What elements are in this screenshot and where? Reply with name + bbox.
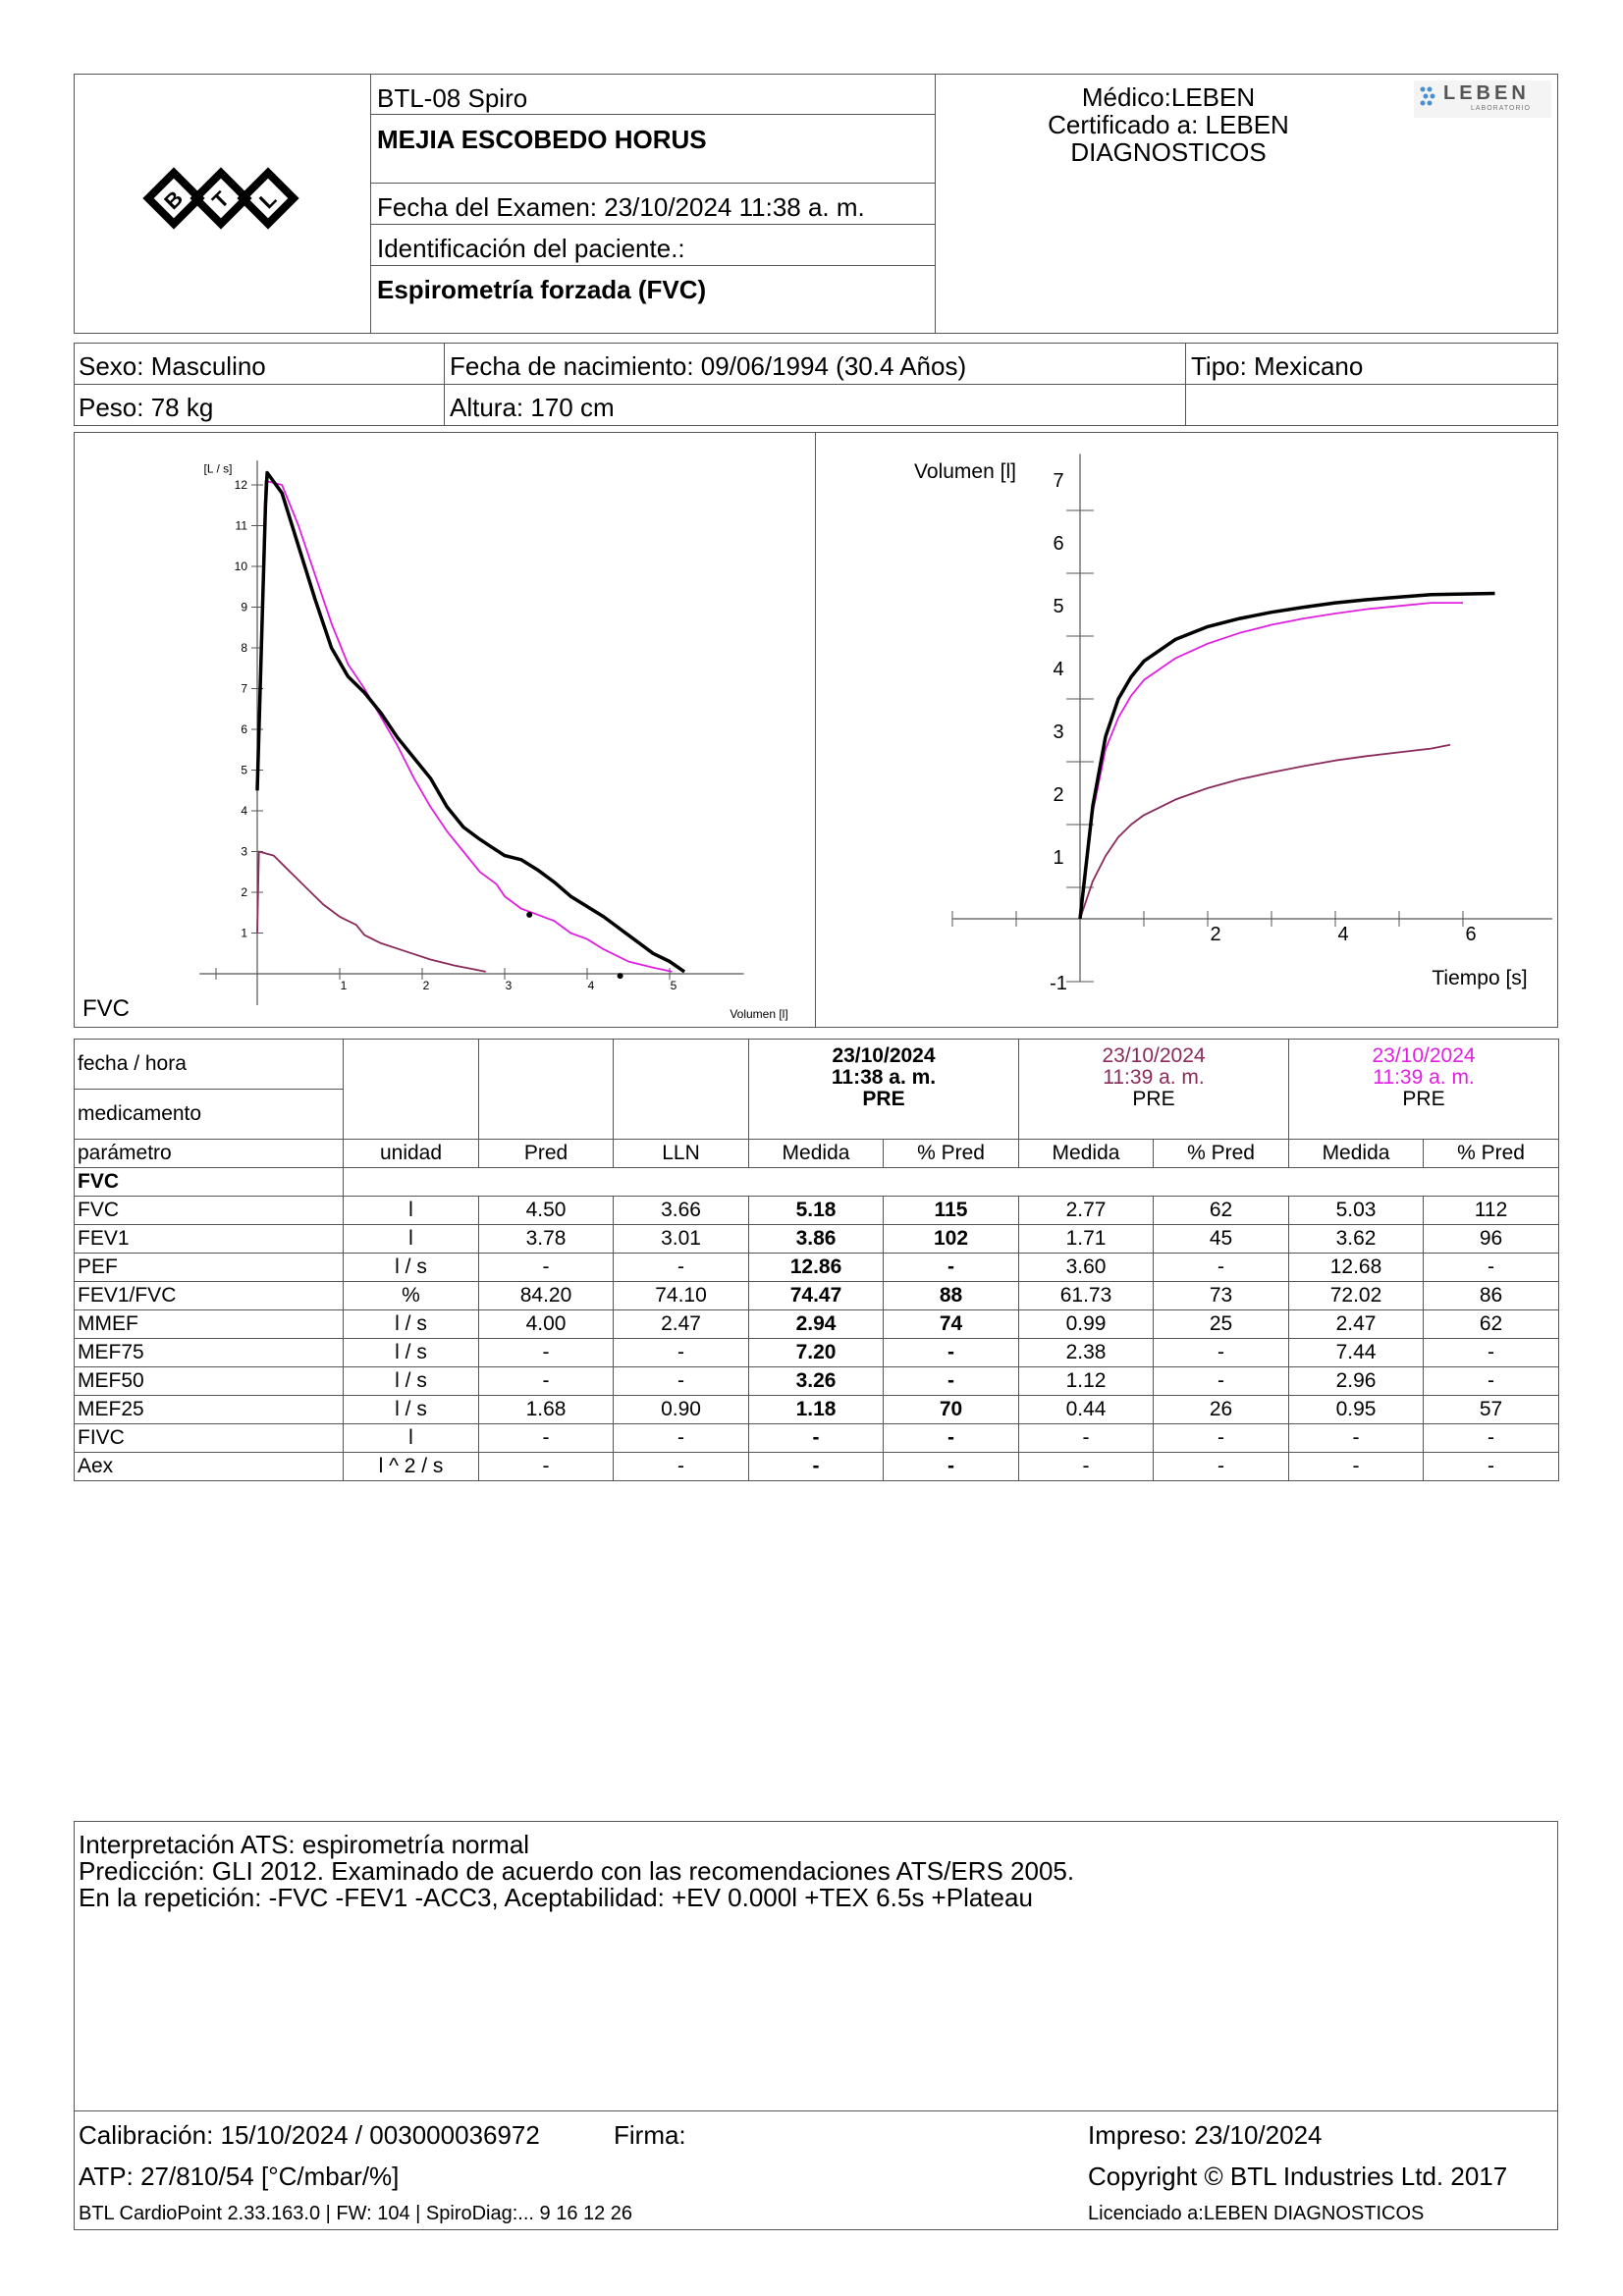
table-cell: - bbox=[1424, 1453, 1559, 1481]
column-header: LLN bbox=[614, 1140, 749, 1168]
label-datetime: fecha / hora bbox=[75, 1040, 344, 1090]
section-label: FVC bbox=[75, 1168, 344, 1197]
trial-3-date: 23/10/2024 bbox=[1372, 1044, 1476, 1067]
table-cell: 70 bbox=[884, 1396, 1019, 1424]
table-cell: 7.20 bbox=[749, 1339, 884, 1367]
table-cell: 74.10 bbox=[614, 1282, 749, 1310]
printed-date: Impreso: 23/10/2024 bbox=[1088, 2120, 1323, 2150]
doctor: Médico:LEBEN bbox=[1081, 82, 1256, 112]
x-axis-label: Volumen [l] bbox=[730, 1007, 788, 1021]
exam-date-label: Fecha del Examen: bbox=[377, 192, 598, 222]
device-name: BTL-08 Spiro bbox=[377, 83, 528, 113]
table-cell: - bbox=[884, 1254, 1019, 1282]
label-med: medicamento bbox=[75, 1090, 344, 1140]
table-cell: - bbox=[884, 1424, 1019, 1453]
table-cell: FVC bbox=[75, 1197, 344, 1225]
table-cell: - bbox=[614, 1339, 749, 1367]
table-cell: 26 bbox=[1154, 1396, 1289, 1424]
table-cell: - bbox=[884, 1453, 1019, 1481]
trial-3-header bbox=[1289, 1040, 1559, 1140]
table-cell: 2.38 bbox=[1019, 1339, 1154, 1367]
chart-title: FVC bbox=[82, 995, 130, 1022]
table-cell: 3.60 bbox=[1019, 1254, 1154, 1282]
doctor-block bbox=[982, 83, 1355, 166]
table-header-row-1 bbox=[75, 1040, 1559, 1090]
y-tick-label: 2 bbox=[1053, 784, 1064, 806]
table-cell: 2.94 bbox=[749, 1310, 884, 1339]
table-cell: - bbox=[614, 1367, 749, 1396]
svg-text:T: T bbox=[207, 187, 235, 214]
y-tick-label: 6 bbox=[241, 722, 247, 736]
trial-1-header bbox=[749, 1040, 1019, 1140]
y-tick-label: 7 bbox=[1053, 470, 1064, 492]
trial-2-header bbox=[1019, 1040, 1289, 1140]
y-tick-label: 5 bbox=[241, 763, 247, 777]
table-cell: 3.62 bbox=[1289, 1225, 1424, 1254]
patient-weight: Peso: 78 kg bbox=[79, 393, 214, 422]
table-cell: 2.47 bbox=[614, 1310, 749, 1339]
table-cell: 74.47 bbox=[749, 1282, 884, 1310]
table-cell: 5.03 bbox=[1289, 1197, 1424, 1225]
y-tick-label: -1 bbox=[1050, 973, 1067, 994]
table-cell: FIVC bbox=[75, 1424, 344, 1453]
table-cell: 1.68 bbox=[479, 1396, 614, 1424]
table-cell: - bbox=[1154, 1453, 1289, 1481]
interpretation-line2: Predicción: GLI 2012. Examinado de acuerdo con las recomendaciones ATS/ERS 2005. bbox=[79, 1856, 1075, 1886]
flow-volume-chart bbox=[75, 433, 814, 1027]
table-cell: 61.73 bbox=[1019, 1282, 1154, 1310]
table-cell: 4.50 bbox=[479, 1197, 614, 1225]
table-cell: MMEF bbox=[75, 1310, 344, 1339]
table-cell: - bbox=[1154, 1424, 1289, 1453]
table-cell: - bbox=[1154, 1339, 1289, 1367]
table-row bbox=[75, 1225, 1559, 1254]
table-cell: 2.96 bbox=[1289, 1367, 1424, 1396]
y-tick-label: 11 bbox=[235, 518, 247, 533]
table-cell: 1.12 bbox=[1019, 1367, 1154, 1396]
series-line bbox=[257, 481, 673, 972]
table-cell: 25 bbox=[1154, 1310, 1289, 1339]
table-cell: - bbox=[749, 1424, 884, 1453]
y-tick-label: 2 bbox=[241, 885, 247, 899]
table-cell: - bbox=[1424, 1339, 1559, 1367]
patient-birth: Fecha de nacimiento: 09/06/1994 (30.4 Años) bbox=[450, 351, 967, 381]
table-row bbox=[75, 1424, 1559, 1453]
table-cell: - bbox=[1424, 1254, 1559, 1282]
table-row bbox=[75, 1310, 1559, 1339]
table-cell: - bbox=[1019, 1424, 1154, 1453]
y-axis-label: Volumen [l] bbox=[914, 460, 1016, 483]
results-table bbox=[74, 1039, 1559, 1481]
table-cell: 3.66 bbox=[614, 1197, 749, 1225]
table-cell: MEF75 bbox=[75, 1339, 344, 1367]
table-cell: 73 bbox=[1154, 1282, 1289, 1310]
column-header: Medida bbox=[1019, 1140, 1154, 1168]
column-header: Medida bbox=[1289, 1140, 1424, 1168]
y-tick-label: 1 bbox=[1053, 847, 1064, 869]
trial-2-date: 23/10/2024 bbox=[1102, 1044, 1206, 1067]
table-cell: 0.99 bbox=[1019, 1310, 1154, 1339]
software-info: BTL CardioPoint 2.33.163.0 | FW: 104 | SpiroDiag:... 9 16 12 26 bbox=[79, 2203, 633, 2224]
y-tick-label: 9 bbox=[241, 600, 247, 614]
table-cell: 102 bbox=[884, 1225, 1019, 1254]
table-cell: l / s bbox=[344, 1367, 479, 1396]
trial-1-time: 11:38 a. m. bbox=[831, 1066, 937, 1089]
column-header: % Pred bbox=[1154, 1140, 1289, 1168]
copyright: Copyright © BTL Industries Ltd. 2017 bbox=[1088, 2162, 1508, 2191]
patient-type: Tipo: Mexicano bbox=[1191, 351, 1364, 381]
table-row bbox=[75, 1453, 1559, 1481]
column-header: % Pred bbox=[884, 1140, 1019, 1168]
svg-text:L: L bbox=[254, 187, 282, 214]
trial-2-med: PRE bbox=[1132, 1088, 1175, 1110]
x-tick-label: 2 bbox=[422, 979, 430, 992]
table-cell: MEF50 bbox=[75, 1367, 344, 1396]
y-tick-label: 6 bbox=[1053, 533, 1064, 555]
y-tick-label: 10 bbox=[234, 560, 247, 573]
trial-2-time: 11:39 a. m. bbox=[1103, 1066, 1205, 1089]
x-tick-label: 5 bbox=[670, 979, 677, 992]
table-row bbox=[75, 1339, 1559, 1367]
x-tick-label: 2 bbox=[1210, 924, 1221, 945]
table-cell: l / s bbox=[344, 1310, 479, 1339]
table-cell: - bbox=[614, 1453, 749, 1481]
table-cell: - bbox=[479, 1254, 614, 1282]
table-row bbox=[75, 1367, 1559, 1396]
patient-id-label: Identificación del paciente.: bbox=[377, 234, 685, 263]
y-tick-label: 7 bbox=[241, 681, 247, 696]
trial-3-time: 11:39 a. m. bbox=[1373, 1066, 1475, 1089]
svg-text:B: B bbox=[159, 186, 189, 215]
series-line bbox=[257, 852, 486, 972]
trial-1-date: 23/10/2024 bbox=[832, 1044, 936, 1067]
table-cell: 88 bbox=[884, 1282, 1019, 1310]
y-tick-label: 4 bbox=[241, 804, 247, 818]
table-cell: - bbox=[479, 1339, 614, 1367]
table-cell: l bbox=[344, 1197, 479, 1225]
series-line bbox=[1080, 603, 1463, 919]
trial-1-med: PRE bbox=[862, 1088, 905, 1110]
table-cell: 3.78 bbox=[479, 1225, 614, 1254]
btl-logo bbox=[142, 165, 299, 243]
table-cell: 7.44 bbox=[1289, 1339, 1424, 1367]
table-cell: 5.18 bbox=[749, 1197, 884, 1225]
table-cell: MEF25 bbox=[75, 1396, 344, 1424]
table-cell: 3.26 bbox=[749, 1367, 884, 1396]
table-cell: - bbox=[479, 1367, 614, 1396]
table-cell: FEV1/FVC bbox=[75, 1282, 344, 1310]
table-cell: - bbox=[884, 1367, 1019, 1396]
table-cell: - bbox=[1424, 1367, 1559, 1396]
leben-logo bbox=[1414, 80, 1551, 118]
x-tick-label: 6 bbox=[1465, 924, 1477, 945]
certified-line2: DIAGNOSTICOS bbox=[1070, 137, 1267, 167]
table-cell: - bbox=[1424, 1424, 1559, 1453]
table-cell: 3.01 bbox=[614, 1225, 749, 1254]
y-tick-label: 1 bbox=[241, 926, 247, 940]
table-cell: - bbox=[479, 1453, 614, 1481]
table-cell: Aex bbox=[75, 1453, 344, 1481]
table-cell: PEF bbox=[75, 1254, 344, 1282]
fev1-marker bbox=[526, 912, 532, 918]
column-header: Pred bbox=[479, 1140, 614, 1168]
column-header: Medida bbox=[749, 1140, 884, 1168]
table-cell: 4.00 bbox=[479, 1310, 614, 1339]
table-cell: - bbox=[614, 1254, 749, 1282]
trial-3-med: PRE bbox=[1402, 1088, 1445, 1110]
y-tick-label: 8 bbox=[241, 641, 247, 655]
table-cell: 0.95 bbox=[1289, 1396, 1424, 1424]
exam-date-row bbox=[377, 192, 865, 223]
patient-height: Altura: 170 cm bbox=[450, 393, 615, 422]
x-axis-label: Tiempo [s] bbox=[1432, 967, 1528, 989]
y-tick-label: 12 bbox=[234, 478, 247, 492]
table-cell: 3.86 bbox=[749, 1225, 884, 1254]
table-cell: - bbox=[479, 1424, 614, 1453]
table-cell: 96 bbox=[1424, 1225, 1559, 1254]
table-row bbox=[75, 1197, 1559, 1225]
y-axis-label: [L / s] bbox=[203, 461, 233, 476]
series-line bbox=[1080, 594, 1495, 920]
table-cell: 72.02 bbox=[1289, 1282, 1424, 1310]
signature-label: Firma: bbox=[614, 2120, 686, 2150]
table-cell: - bbox=[1154, 1367, 1289, 1396]
interpretation bbox=[79, 1832, 1074, 1911]
patient-sex: Sexo: Masculino bbox=[79, 351, 266, 381]
table-cell: l / s bbox=[344, 1339, 479, 1367]
table-cell: 12.68 bbox=[1289, 1254, 1424, 1282]
x-tick-label: 4 bbox=[587, 979, 595, 992]
table-cell: 1.18 bbox=[749, 1396, 884, 1424]
table-cell: 112 bbox=[1424, 1197, 1559, 1225]
table-cell: 62 bbox=[1424, 1310, 1559, 1339]
certified-line1: Certificado a: LEBEN bbox=[1048, 110, 1289, 139]
column-header: parámetro bbox=[75, 1140, 344, 1168]
y-tick-label: 5 bbox=[1053, 596, 1064, 617]
column-header: unidad bbox=[344, 1140, 479, 1168]
table-cell: l / s bbox=[344, 1254, 479, 1282]
table-columns-row bbox=[75, 1140, 1559, 1168]
y-tick-label: 3 bbox=[241, 844, 247, 859]
series-line bbox=[1080, 745, 1450, 919]
table-cell: - bbox=[1289, 1424, 1424, 1453]
table-cell: 2.77 bbox=[1019, 1197, 1154, 1225]
volume-time-chart bbox=[817, 433, 1557, 1027]
leben-logo-sub: LABORATORIO bbox=[1471, 105, 1531, 112]
table-cell: 0.44 bbox=[1019, 1396, 1154, 1424]
table-cell: 2.47 bbox=[1289, 1310, 1424, 1339]
table-cell: 115 bbox=[884, 1197, 1019, 1225]
y-tick-label: 4 bbox=[1053, 659, 1064, 680]
y-tick-label: 3 bbox=[1053, 721, 1064, 743]
table-cell: 86 bbox=[1424, 1282, 1559, 1310]
series-line bbox=[257, 473, 684, 972]
table-cell: 84.20 bbox=[479, 1282, 614, 1310]
table-cell: FEV1 bbox=[75, 1225, 344, 1254]
table-cell: 74 bbox=[884, 1310, 1019, 1339]
table-cell: - bbox=[1154, 1254, 1289, 1282]
table-cell: 0.90 bbox=[614, 1396, 749, 1424]
x-tick-label: 4 bbox=[1337, 924, 1349, 945]
table-cell: - bbox=[749, 1453, 884, 1481]
table-cell: l bbox=[344, 1424, 479, 1453]
table-cell: % bbox=[344, 1282, 479, 1310]
x-tick-label: 1 bbox=[340, 979, 348, 992]
atp: ATP: 27/810/54 [°C/mbar/%] bbox=[79, 2162, 400, 2191]
calibration: Calibración: 15/10/2024 / 003000036972 bbox=[79, 2120, 540, 2150]
table-cell: 1.71 bbox=[1019, 1225, 1154, 1254]
table-cell: 62 bbox=[1154, 1197, 1289, 1225]
x-tick-label: 3 bbox=[505, 979, 513, 992]
table-row bbox=[75, 1254, 1559, 1282]
exam-date: 23/10/2024 11:38 a. m. bbox=[604, 192, 865, 222]
licensed-to: Licenciado a:LEBEN DIAGNOSTICOS bbox=[1088, 2203, 1425, 2224]
table-row bbox=[75, 1282, 1559, 1310]
table-cell: - bbox=[614, 1424, 749, 1453]
section-row bbox=[75, 1168, 1559, 1197]
table-cell: - bbox=[1289, 1453, 1424, 1481]
table-cell: 57 bbox=[1424, 1396, 1559, 1424]
table-cell: l ^ 2 / s bbox=[344, 1453, 479, 1481]
interpretation-line3: En la repetición: -FVC -FEV1 -ACC3, Aceptabilidad: +EV 0.000l +TEX 6.5s +Plateau bbox=[79, 1883, 1033, 1912]
table-cell: 45 bbox=[1154, 1225, 1289, 1254]
interpretation-line1: Interpretación ATS: espirometría normal bbox=[79, 1830, 530, 1859]
table-cell: - bbox=[884, 1339, 1019, 1367]
table-cell: - bbox=[1019, 1453, 1154, 1481]
table-row bbox=[75, 1396, 1559, 1424]
fev1-marker bbox=[618, 973, 623, 979]
leben-logo-text: LEBEN bbox=[1443, 82, 1530, 104]
table-cell: l bbox=[344, 1225, 479, 1254]
test-type: Espirometría forzada (FVC) bbox=[377, 275, 707, 304]
column-header: % Pred bbox=[1424, 1140, 1559, 1168]
table-cell: 12.86 bbox=[749, 1254, 884, 1282]
leben-logo-icon bbox=[1418, 84, 1441, 110]
table-cell: l / s bbox=[344, 1396, 479, 1424]
patient-name: MEJIA ESCOBEDO HORUS bbox=[377, 125, 707, 154]
